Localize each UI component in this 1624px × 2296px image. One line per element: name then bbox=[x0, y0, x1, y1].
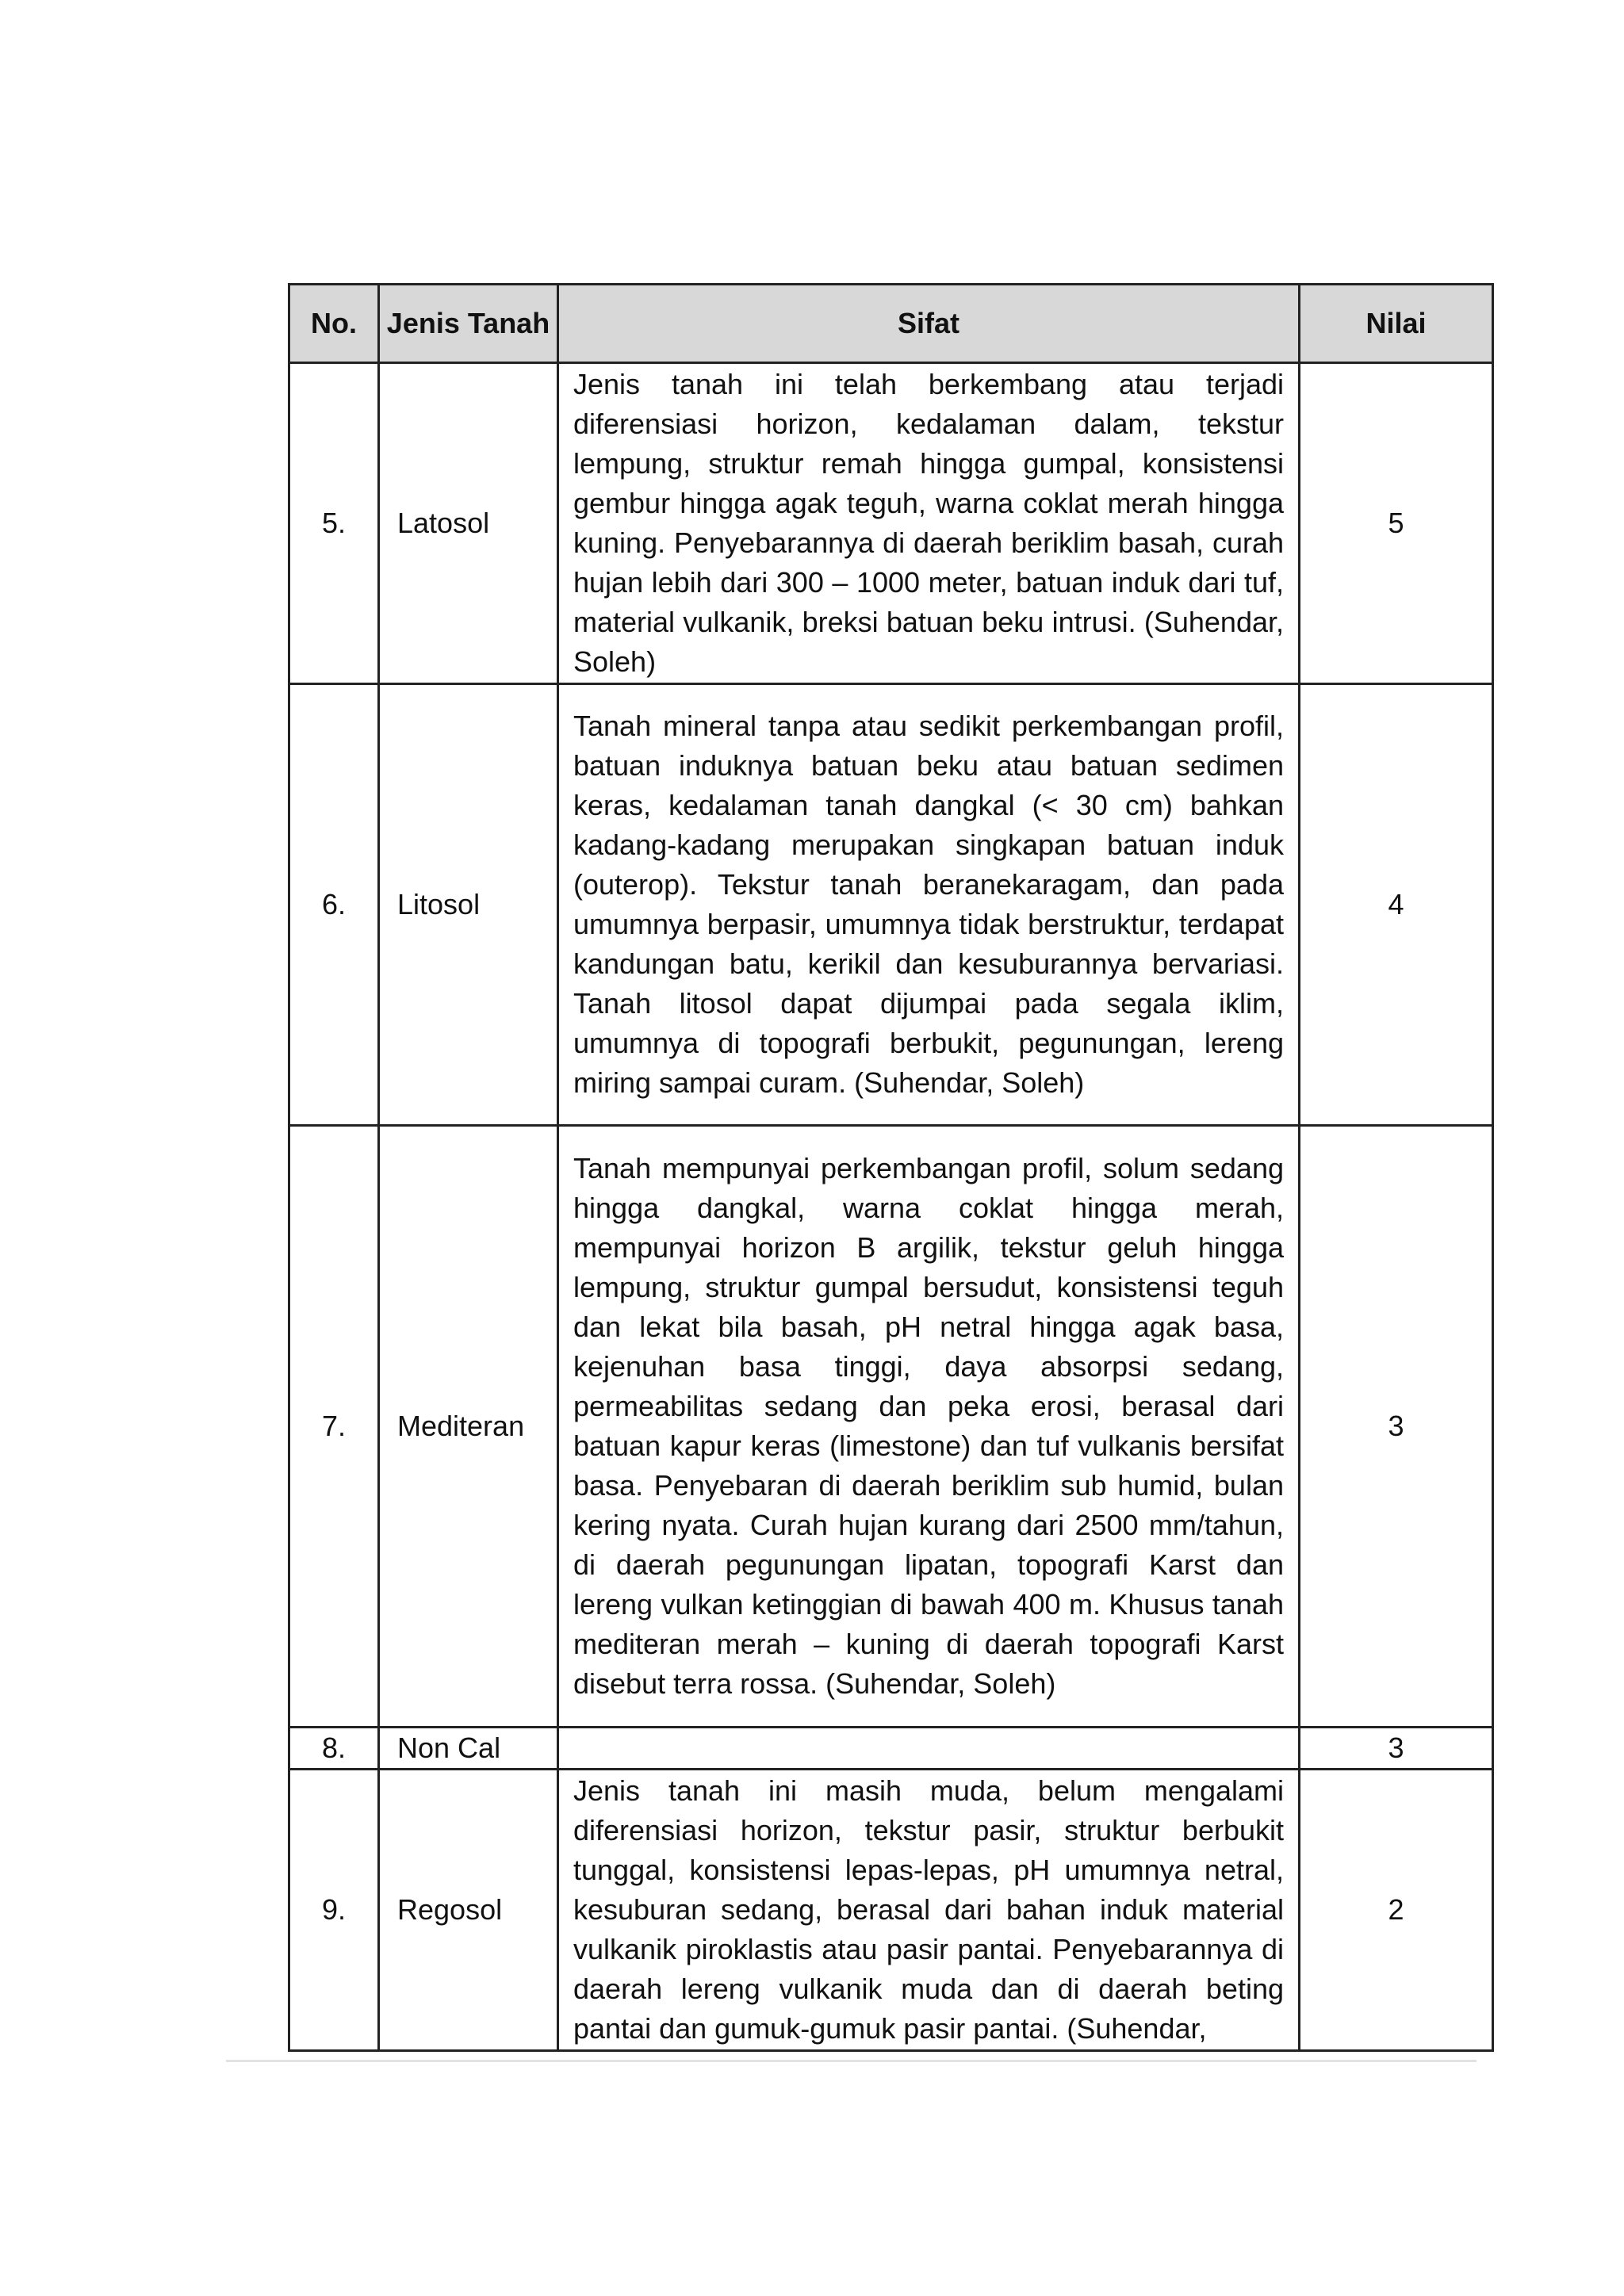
cell-jenis-tanah: Latosol bbox=[379, 363, 558, 684]
header-no: No. bbox=[289, 285, 379, 363]
cell-no: 7. bbox=[289, 1126, 379, 1728]
table-row bbox=[289, 363, 1493, 684]
cell-nilai: 5 bbox=[1300, 363, 1493, 684]
table-row bbox=[289, 1126, 1493, 1728]
cell-nilai: 3 bbox=[1300, 1126, 1493, 1728]
cell-no: 8. bbox=[289, 1728, 379, 1770]
sifat-text: Jenis tanah ini telah berkembang atau terjadi diferensiasi horizon, kedalaman dalam, tekstur lempung, struktur remah hingga gumpal, konsistensi gembur hingga agak teguh, warna coklat merah hingga kuning. Penyebarannya di daerah beriklim basah, curah hujan lebih dari 300 – 1000 meter, batuan induk dari tuf, material vulkanik, breksi batuan beku intrusi. (Suhendar, Soleh) bbox=[573, 368, 1284, 678]
table-row bbox=[289, 1728, 1493, 1770]
header-sifat: Sifat bbox=[558, 285, 1300, 363]
sifat-text: Jenis tanah ini masih muda, belum mengalami diferensiasi horizon, tekstur pasir, struktur berbukit tunggal, konsistensi lepas-lepas, pH umumnya netral, kesuburan sedang, berasal dari bahan induk material vulkanik piroklastis atau pasir pantai. Penyebarannya di daerah lereng vulkanik muda dan di daerah beting pantai dan gumuk-gumuk pasir pantai. (Suhendar, bbox=[573, 1774, 1284, 2045]
cell-sifat bbox=[558, 363, 1300, 684]
cell-jenis-tanah: Litosol bbox=[379, 684, 558, 1126]
cell-sifat bbox=[558, 1770, 1300, 2051]
table-row bbox=[289, 1770, 1493, 2051]
cell-nilai: 3 bbox=[1300, 1728, 1493, 1770]
table-header-row bbox=[289, 285, 1493, 363]
cell-no: 6. bbox=[289, 684, 379, 1126]
cell-nilai: 4 bbox=[1300, 684, 1493, 1126]
cell-no: 9. bbox=[289, 1770, 379, 2051]
cell-nilai: 2 bbox=[1300, 1770, 1493, 2051]
header-nilai: Nilai bbox=[1300, 285, 1493, 363]
cell-jenis-tanah: Non Cal bbox=[379, 1728, 558, 1770]
table-row bbox=[289, 684, 1493, 1126]
footer-divider bbox=[226, 2060, 1477, 2062]
cell-sifat bbox=[558, 1126, 1300, 1728]
cell-jenis-tanah: Regosol bbox=[379, 1770, 558, 2051]
cell-jenis-tanah: Mediteran bbox=[379, 1126, 558, 1728]
sifat-text: Tanah mineral tanpa atau sedikit perkembangan profil, batuan induknya batuan beku atau batuan sedimen keras, kedalaman tanah dangkal (< 30 cm) bahkan kadang-kadang merupakan singkapan batuan induk (outerop). Tekstur tanah beranekaragam, dan pada umumnya berpasir, umumnya tidak berstruktur, terdapat kandungan batu, kerikil dan kesuburannya bervariasi. Tanah litosol dapat dijumpai pada segala iklim, umumnya di topografi berbukit, pegunungan, lereng miring sampai curam. (Suhendar, Soleh) bbox=[573, 710, 1284, 1099]
cell-sifat bbox=[558, 684, 1300, 1126]
cell-sifat bbox=[558, 1728, 1300, 1770]
soil-type-table bbox=[288, 283, 1494, 2052]
cell-no: 5. bbox=[289, 363, 379, 684]
sifat-text: Tanah mempunyai perkembangan profil, solum sedang hingga dangkal, warna coklat hingga merah, mempunyai horizon B argilik, tekstur geluh hingga lempung, struktur gumpal bersudut, konsistensi teguh dan lekat bila basah, pH netral hingga agak basa, kejenuhan basa tinggi, daya absorpsi sedang, permeabilitas sedang dan peka erosi, berasal dari batuan kapur keras (limestone) dan tuf vulkanis bersifat basa. Penyebaran di daerah beriklim sub humid, bulan kering nyata. Curah hujan kurang dari 2500 mm/tahun, di daerah pegunungan lipatan, topografi Karst dan lereng vulkan ketinggian di bawah 400 m. Khusus tanah mediteran merah – kuning di daerah topografi Karst disebut terra rossa. (Suhendar, Soleh) bbox=[573, 1152, 1284, 1700]
header-jenis-tanah: Jenis Tanah bbox=[379, 285, 558, 363]
